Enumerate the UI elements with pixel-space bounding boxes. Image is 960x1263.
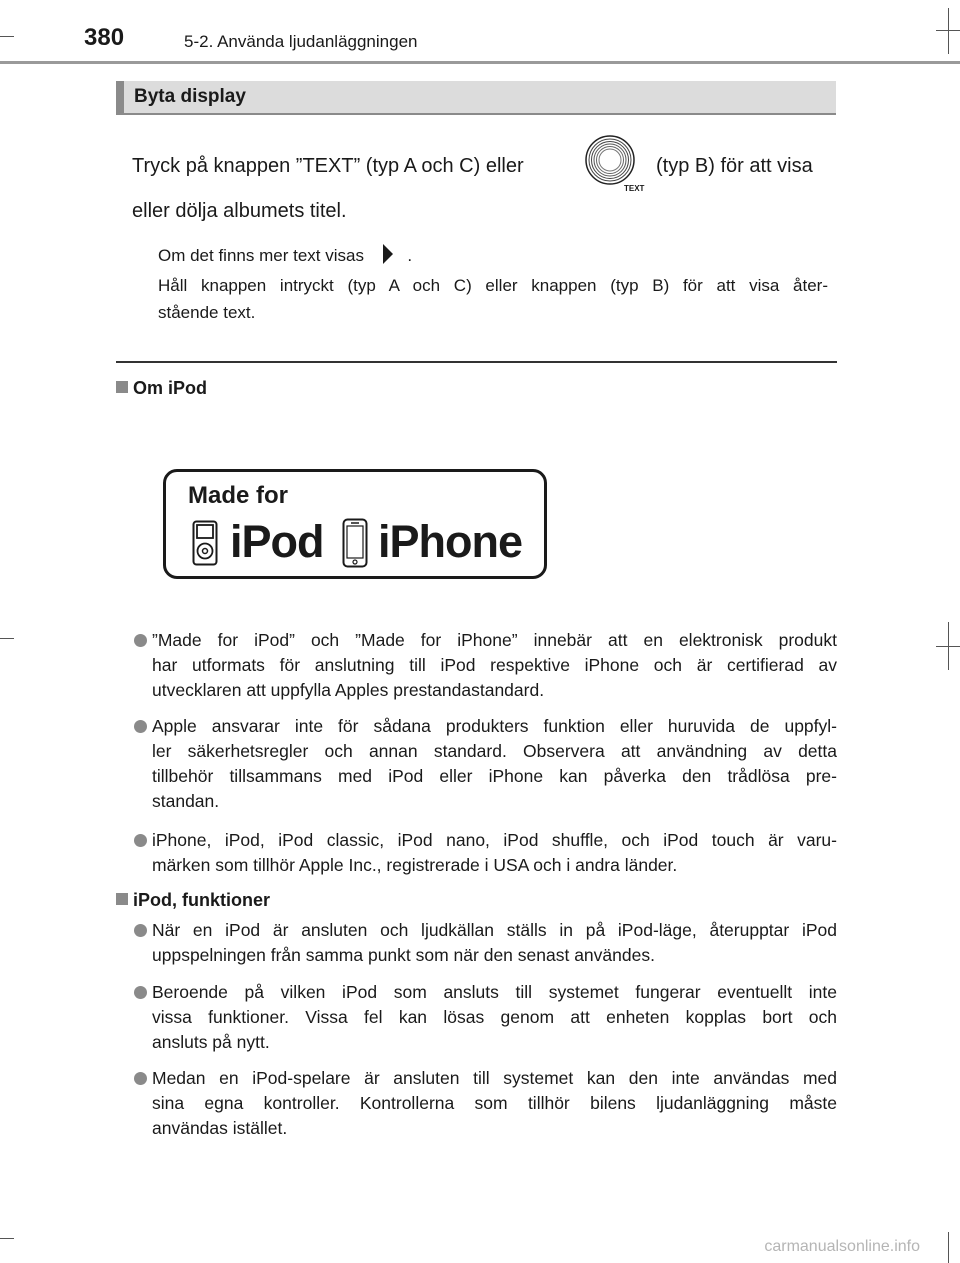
section-heading-bar [116,81,124,113]
list-item [134,980,837,1055]
list-item-line: användas istället. [152,1118,288,1138]
square-bullet-icon [116,381,128,393]
text-knob-icon [584,134,645,196]
made-for-ipod-iphone-logo [163,469,547,579]
crop-mark [0,36,14,37]
om-ipod-heading-text: Om iPod [133,378,208,398]
note-hold-line2: stående text. [158,303,256,322]
logo-made-for: Made for [188,482,289,509]
header-rule [0,61,960,64]
list-item-line: har utformats för anslutning till iPod respektive iPhone och är certifierad av [152,655,837,675]
intro-line1-part1: Tryck på knappen ”TEXT” (typ A och C) eller [132,155,524,177]
circle-bullet-icon [134,834,147,847]
circle-bullet-icon [134,986,147,999]
list-item [134,1066,837,1141]
logo-iphone-text: iPhone [378,516,523,567]
logo-ipod-text: iPod [230,516,324,567]
list-item-line: Apple ansvarar inte för sådana produkters funktion eller huruvida de uppfyl- [152,716,837,736]
page-number: 380 [84,24,125,51]
list-item-line: tillbehör tillsammans med iPod eller iPhone kan påverka den trådlösa pre- [152,766,837,786]
list-item-line: sina egna kontroller. Kontrollerna som tillhör bilens ljudanläggning måste [152,1093,837,1113]
square-bullet-icon [116,893,128,905]
list-item-line: ”Made for iPod” och ”Made for iPhone” innebär att en elektronisk produkt [152,630,837,650]
note-hold-line1: Håll knappen intryckt (typ A och C) eller knappen (typ B) för att visa åter- [158,276,828,295]
section-heading-box [116,81,836,115]
scroll-arrow-icon [381,243,395,270]
intro-line2: eller dölja albumets titel. [132,200,347,222]
list-item-line: ansluts på nytt. [152,1032,270,1052]
list-item-line: iPhone, iPod, iPod classic, iPod nano, iPod shuffle, och iPod touch är varu- [152,830,837,850]
circle-bullet-icon [134,1072,147,1085]
section-title: Byta display [134,86,246,107]
knob-label: TEXT [624,184,645,193]
om-ipod-heading [116,378,207,399]
list-item [134,714,837,814]
list-item-line: uppspelningen från samma punkt som när den senast användes. [152,945,655,965]
circle-bullet-icon [134,634,147,647]
list-item [134,918,837,968]
list-item [134,628,837,703]
crop-mark [948,1232,949,1263]
watermark-link[interactable]: carmanualsonline.info [764,1238,920,1255]
iphone-icon [342,518,368,568]
ipod-funktioner-heading-text: iPod, funktioner [133,890,270,910]
note-more-text-end: . [407,246,413,265]
crop-mark [948,8,949,54]
chapter-title: 5-2. Använda ljudanläggningen [184,32,418,51]
crop-mark [0,1238,14,1239]
list-item-line: Beroende på vilken iPod som ansluts till systemet fungerar eventuellt inte [152,982,837,1002]
list-item-line: När en iPod är ansluten och ljudkällan ställs in på iPod-läge, återupptar iPod [152,920,837,940]
crop-mark [0,638,14,639]
ipod-icon [192,520,218,566]
crop-mark [948,622,949,670]
list-item-line: utvecklaren att uppfylla Apples prestandastandard. [152,680,545,700]
divider-rule [116,361,837,363]
circle-bullet-icon [134,720,147,733]
list-item-line: Medan en iPod-spelare är ansluten till systemet kan den inte användas med [152,1068,837,1088]
list-item-line: märken som tillhör Apple Inc., registrerade i USA och i andra länder. [152,855,678,875]
note-more-text [158,243,412,270]
ipod-funktioner-heading [116,890,270,911]
list-item-line: standan. [152,791,220,811]
list-item-line: ler säkerhetsregler och annan standard. Observera att användning av detta [152,741,837,761]
list-item-line: vissa funktioner. Vissa fel kan lösas genom att enheten kopplas bort och [152,1007,837,1027]
intro-line1-part2: (typ B) för att visa [656,155,813,177]
list-item [134,828,837,878]
circle-bullet-icon [134,924,147,937]
note-more-text-label: Om det finns mer text visas [158,246,364,265]
